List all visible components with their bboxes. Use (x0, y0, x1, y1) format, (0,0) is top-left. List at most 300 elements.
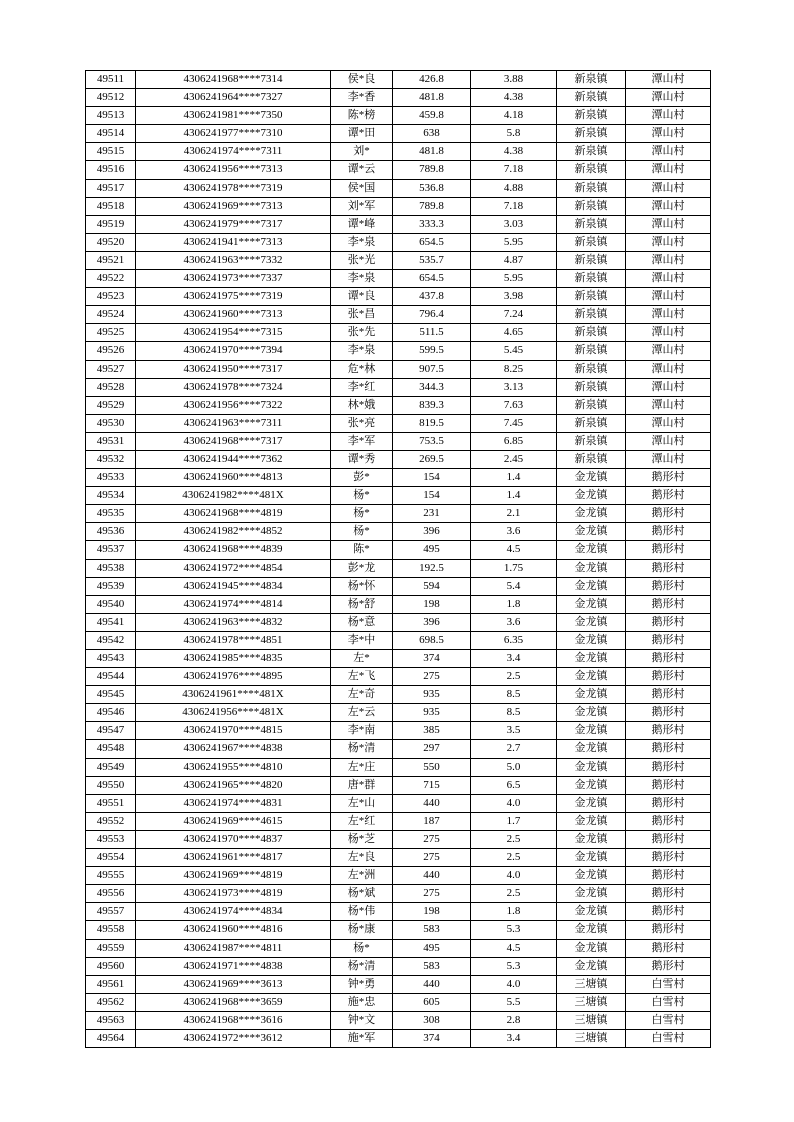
cell-town: 金龙镇 (557, 812, 626, 830)
cell-rate: 1.4 (471, 469, 557, 487)
cell-village: 潭山村 (626, 179, 711, 197)
cell-village: 潭山村 (626, 215, 711, 233)
cell-amount: 583 (393, 921, 471, 939)
table-row (86, 378, 711, 396)
cell-town: 金龙镇 (557, 740, 626, 758)
cell-village: 潭山村 (626, 432, 711, 450)
cell-rate: 3.13 (471, 378, 557, 396)
cell-amount: 789.8 (393, 161, 471, 179)
table-row (86, 704, 711, 722)
table-row (86, 270, 711, 288)
cell-name: 杨*舒 (331, 595, 393, 613)
cell-rate: 4.0 (471, 975, 557, 993)
cell-amount: 275 (393, 849, 471, 867)
cell-amount: 333.3 (393, 215, 471, 233)
cell-rate: 2.5 (471, 885, 557, 903)
cell-name: 左*洲 (331, 867, 393, 885)
cell-rate: 2.8 (471, 1011, 557, 1029)
cell-seq: 49531 (86, 432, 136, 450)
cell-seq: 49549 (86, 758, 136, 776)
cell-id-number: 4306241969****3613 (136, 975, 331, 993)
cell-name: 林*娥 (331, 396, 393, 414)
cell-rate: 3.98 (471, 288, 557, 306)
cell-seq: 49528 (86, 378, 136, 396)
cell-name: 杨*芝 (331, 830, 393, 848)
table-row (86, 740, 711, 758)
cell-rate: 7.45 (471, 414, 557, 432)
table-row (86, 161, 711, 179)
cell-amount: 374 (393, 650, 471, 668)
cell-town: 新泉镇 (557, 161, 626, 179)
cell-name: 刘* (331, 143, 393, 161)
cell-seq: 49556 (86, 885, 136, 903)
cell-town: 金龙镇 (557, 957, 626, 975)
cell-rate: 3.6 (471, 613, 557, 631)
cell-id-number: 4306241955****4810 (136, 758, 331, 776)
cell-amount: 437.8 (393, 288, 471, 306)
table-row (86, 830, 711, 848)
cell-id-number: 4306241972****3612 (136, 1029, 331, 1047)
cell-id-number: 4306241961****481X (136, 686, 331, 704)
cell-rate: 5.4 (471, 577, 557, 595)
cell-town: 新泉镇 (557, 342, 626, 360)
cell-village: 潭山村 (626, 378, 711, 396)
table-row (86, 903, 711, 921)
cell-amount: 198 (393, 595, 471, 613)
cell-amount: 935 (393, 686, 471, 704)
cell-name: 杨* (331, 487, 393, 505)
cell-amount: 187 (393, 812, 471, 830)
cell-village: 潭山村 (626, 233, 711, 251)
cell-amount: 440 (393, 975, 471, 993)
cell-amount: 789.8 (393, 197, 471, 215)
table-row (86, 921, 711, 939)
cell-seq: 49560 (86, 957, 136, 975)
cell-amount: 654.5 (393, 270, 471, 288)
cell-rate: 4.0 (471, 867, 557, 885)
cell-id-number: 4306241950****7317 (136, 360, 331, 378)
cell-name: 左*红 (331, 812, 393, 830)
cell-name: 李*红 (331, 378, 393, 396)
table-row (86, 885, 711, 903)
cell-name: 李*南 (331, 722, 393, 740)
cell-name: 李*军 (331, 432, 393, 450)
cell-village: 潭山村 (626, 251, 711, 269)
cell-village: 潭山村 (626, 396, 711, 414)
cell-town: 金龙镇 (557, 577, 626, 595)
cell-name: 李*泉 (331, 270, 393, 288)
table-row (86, 179, 711, 197)
cell-rate: 1.75 (471, 559, 557, 577)
cell-seq: 49519 (86, 215, 136, 233)
cell-village: 潭山村 (626, 89, 711, 107)
cell-id-number: 4306241981****7350 (136, 107, 331, 125)
subsidy-table (85, 70, 711, 1048)
cell-seq: 49534 (86, 487, 136, 505)
cell-id-number: 4306241956****7322 (136, 396, 331, 414)
cell-town: 新泉镇 (557, 215, 626, 233)
cell-village: 潭山村 (626, 125, 711, 143)
cell-name: 施*军 (331, 1029, 393, 1047)
cell-town: 三塘镇 (557, 993, 626, 1011)
table-row (86, 288, 711, 306)
cell-rate: 3.4 (471, 650, 557, 668)
cell-rate: 4.87 (471, 251, 557, 269)
cell-seq: 49550 (86, 776, 136, 794)
cell-seq: 49533 (86, 469, 136, 487)
cell-amount: 192.5 (393, 559, 471, 577)
cell-id-number: 4306241975****7319 (136, 288, 331, 306)
cell-id-number: 4306241963****7332 (136, 251, 331, 269)
cell-village: 鹅形村 (626, 903, 711, 921)
table-row (86, 595, 711, 613)
cell-rate: 5.95 (471, 233, 557, 251)
cell-village: 鹅形村 (626, 776, 711, 794)
cell-seq: 49562 (86, 993, 136, 1011)
cell-seq: 49559 (86, 939, 136, 957)
cell-seq: 49512 (86, 89, 136, 107)
cell-amount: 698.5 (393, 631, 471, 649)
cell-village: 白雪村 (626, 975, 711, 993)
cell-id-number: 4306241954****7315 (136, 324, 331, 342)
cell-amount: 907.5 (393, 360, 471, 378)
cell-village: 潭山村 (626, 288, 711, 306)
cell-town: 金龙镇 (557, 631, 626, 649)
cell-seq: 49515 (86, 143, 136, 161)
cell-amount: 440 (393, 794, 471, 812)
cell-rate: 4.88 (471, 179, 557, 197)
cell-village: 白雪村 (626, 993, 711, 1011)
cell-name: 陈* (331, 541, 393, 559)
cell-rate: 7.18 (471, 161, 557, 179)
cell-name: 左*云 (331, 704, 393, 722)
cell-rate: 8.5 (471, 704, 557, 722)
cell-amount: 536.8 (393, 179, 471, 197)
cell-rate: 3.03 (471, 215, 557, 233)
cell-seq: 49518 (86, 197, 136, 215)
cell-id-number: 4306241968****4839 (136, 541, 331, 559)
cell-amount: 440 (393, 867, 471, 885)
cell-seq: 49539 (86, 577, 136, 595)
cell-name: 杨* (331, 523, 393, 541)
table-row (86, 867, 711, 885)
cell-seq: 49536 (86, 523, 136, 541)
cell-seq: 49557 (86, 903, 136, 921)
cell-town: 金龙镇 (557, 559, 626, 577)
cell-name: 李*香 (331, 89, 393, 107)
cell-town: 新泉镇 (557, 251, 626, 269)
cell-id-number: 4306241968****7317 (136, 432, 331, 450)
table-row (86, 324, 711, 342)
cell-amount: 426.8 (393, 71, 471, 89)
cell-id-number: 4306241941****7313 (136, 233, 331, 251)
cell-amount: 819.5 (393, 414, 471, 432)
cell-seq: 49543 (86, 650, 136, 668)
cell-seq: 49561 (86, 975, 136, 993)
table-row (86, 613, 711, 631)
cell-town: 金龙镇 (557, 613, 626, 631)
cell-town: 金龙镇 (557, 794, 626, 812)
cell-village: 鹅形村 (626, 559, 711, 577)
cell-id-number: 4306241970****7394 (136, 342, 331, 360)
cell-village: 潭山村 (626, 143, 711, 161)
cell-id-number: 4306241960****7313 (136, 306, 331, 324)
cell-rate: 2.5 (471, 849, 557, 867)
cell-amount: 715 (393, 776, 471, 794)
cell-name: 左*飞 (331, 668, 393, 686)
cell-seq: 49558 (86, 921, 136, 939)
cell-amount: 269.5 (393, 450, 471, 468)
cell-id-number: 4306241960****4816 (136, 921, 331, 939)
cell-village: 鹅形村 (626, 921, 711, 939)
cell-id-number: 4306241977****7310 (136, 125, 331, 143)
cell-id-number: 4306241978****7324 (136, 378, 331, 396)
cell-name: 杨*康 (331, 921, 393, 939)
cell-rate: 3.88 (471, 71, 557, 89)
cell-id-number: 4306241963****4832 (136, 613, 331, 631)
cell-village: 潭山村 (626, 360, 711, 378)
cell-id-number: 4306241978****4851 (136, 631, 331, 649)
table-row (86, 487, 711, 505)
cell-seq: 49525 (86, 324, 136, 342)
cell-seq: 49554 (86, 849, 136, 867)
cell-town: 金龙镇 (557, 650, 626, 668)
table-row (86, 812, 711, 830)
cell-seq: 49529 (86, 396, 136, 414)
cell-rate: 5.3 (471, 957, 557, 975)
cell-rate: 5.8 (471, 125, 557, 143)
cell-id-number: 4306241956****7313 (136, 161, 331, 179)
cell-seq: 49535 (86, 505, 136, 523)
cell-village: 潭山村 (626, 197, 711, 215)
table-row (86, 89, 711, 107)
cell-amount: 935 (393, 704, 471, 722)
cell-town: 新泉镇 (557, 396, 626, 414)
cell-amount: 374 (393, 1029, 471, 1047)
cell-name: 谭*云 (331, 161, 393, 179)
cell-rate: 8.5 (471, 686, 557, 704)
cell-id-number: 4306241967****4838 (136, 740, 331, 758)
cell-village: 鹅形村 (626, 704, 711, 722)
cell-id-number: 4306241970****4815 (136, 722, 331, 740)
cell-amount: 511.5 (393, 324, 471, 342)
table-row (86, 143, 711, 161)
cell-amount: 654.5 (393, 233, 471, 251)
cell-seq: 49552 (86, 812, 136, 830)
table-body (86, 71, 711, 1048)
cell-town: 三塘镇 (557, 1011, 626, 1029)
cell-name: 杨*斌 (331, 885, 393, 903)
cell-rate: 2.1 (471, 505, 557, 523)
cell-name: 侯*良 (331, 71, 393, 89)
cell-name: 谭*峰 (331, 215, 393, 233)
cell-rate: 2.45 (471, 450, 557, 468)
cell-rate: 8.25 (471, 360, 557, 378)
cell-id-number: 4306241945****4834 (136, 577, 331, 595)
cell-name: 左*良 (331, 849, 393, 867)
cell-seq: 49551 (86, 794, 136, 812)
cell-id-number: 4306241964****7327 (136, 89, 331, 107)
cell-seq: 49563 (86, 1011, 136, 1029)
table-row (86, 722, 711, 740)
cell-amount: 638 (393, 125, 471, 143)
cell-name: 左*山 (331, 794, 393, 812)
cell-rate: 1.8 (471, 903, 557, 921)
cell-rate: 5.3 (471, 921, 557, 939)
cell-rate: 5.95 (471, 270, 557, 288)
cell-village: 鹅形村 (626, 830, 711, 848)
cell-village: 鹅形村 (626, 758, 711, 776)
table-row (86, 251, 711, 269)
cell-id-number: 4306241987****4811 (136, 939, 331, 957)
table-row (86, 1029, 711, 1047)
cell-amount: 396 (393, 613, 471, 631)
cell-town: 新泉镇 (557, 288, 626, 306)
table-row (86, 505, 711, 523)
cell-town: 金龙镇 (557, 903, 626, 921)
table-row (86, 71, 711, 89)
cell-seq: 49537 (86, 541, 136, 559)
cell-town: 金龙镇 (557, 487, 626, 505)
cell-seq: 49555 (86, 867, 136, 885)
cell-name: 李*泉 (331, 233, 393, 251)
cell-village: 鹅形村 (626, 487, 711, 505)
cell-village: 鹅形村 (626, 668, 711, 686)
cell-village: 白雪村 (626, 1029, 711, 1047)
cell-village: 鹅形村 (626, 631, 711, 649)
cell-village: 鹅形村 (626, 686, 711, 704)
cell-id-number: 4306241968****4819 (136, 505, 331, 523)
cell-name: 张*先 (331, 324, 393, 342)
cell-id-number: 4306241973****4819 (136, 885, 331, 903)
cell-town: 新泉镇 (557, 450, 626, 468)
cell-id-number: 4306241968****7314 (136, 71, 331, 89)
cell-seq: 49540 (86, 595, 136, 613)
cell-name: 左* (331, 650, 393, 668)
cell-seq: 49513 (86, 107, 136, 125)
cell-village: 潭山村 (626, 107, 711, 125)
cell-village: 潭山村 (626, 324, 711, 342)
cell-village: 鹅形村 (626, 650, 711, 668)
cell-seq: 49564 (86, 1029, 136, 1047)
cell-village: 潭山村 (626, 161, 711, 179)
cell-town: 新泉镇 (557, 143, 626, 161)
cell-amount: 198 (393, 903, 471, 921)
table-row (86, 306, 711, 324)
cell-amount: 385 (393, 722, 471, 740)
table-row (86, 631, 711, 649)
cell-rate: 4.0 (471, 794, 557, 812)
cell-amount: 535.7 (393, 251, 471, 269)
cell-seq: 49527 (86, 360, 136, 378)
table-row (86, 414, 711, 432)
cell-id-number: 4306241944****7362 (136, 450, 331, 468)
cell-town: 三塘镇 (557, 1029, 626, 1047)
table-row (86, 668, 711, 686)
cell-village: 鹅形村 (626, 849, 711, 867)
cell-rate: 4.65 (471, 324, 557, 342)
cell-name: 侯*国 (331, 179, 393, 197)
cell-amount: 839.3 (393, 396, 471, 414)
table-row (86, 450, 711, 468)
cell-amount: 583 (393, 957, 471, 975)
table-row (86, 197, 711, 215)
cell-town: 新泉镇 (557, 414, 626, 432)
cell-village: 鹅形村 (626, 541, 711, 559)
cell-name: 杨*清 (331, 740, 393, 758)
table-row (86, 776, 711, 794)
table-row (86, 993, 711, 1011)
table-row (86, 957, 711, 975)
cell-name: 彭* (331, 469, 393, 487)
table-row (86, 396, 711, 414)
cell-name: 杨*清 (331, 957, 393, 975)
cell-id-number: 4306241974****7311 (136, 143, 331, 161)
cell-seq: 49522 (86, 270, 136, 288)
cell-id-number: 4306241976****4895 (136, 668, 331, 686)
cell-seq: 49542 (86, 631, 136, 649)
table-row (86, 233, 711, 251)
cell-rate: 5.0 (471, 758, 557, 776)
cell-id-number: 4306241974****4814 (136, 595, 331, 613)
cell-rate: 2.5 (471, 830, 557, 848)
cell-village: 潭山村 (626, 306, 711, 324)
cell-seq: 49553 (86, 830, 136, 848)
cell-amount: 154 (393, 469, 471, 487)
cell-town: 新泉镇 (557, 324, 626, 342)
cell-town: 金龙镇 (557, 668, 626, 686)
cell-rate: 7.18 (471, 197, 557, 215)
cell-id-number: 4306241960****4813 (136, 469, 331, 487)
cell-village: 潭山村 (626, 71, 711, 89)
cell-name: 钟*文 (331, 1011, 393, 1029)
cell-name: 李*中 (331, 631, 393, 649)
cell-town: 新泉镇 (557, 179, 626, 197)
cell-amount: 396 (393, 523, 471, 541)
cell-town: 新泉镇 (557, 270, 626, 288)
cell-village: 鹅形村 (626, 939, 711, 957)
cell-village: 鹅形村 (626, 523, 711, 541)
table-row (86, 794, 711, 812)
cell-name: 谭*秀 (331, 450, 393, 468)
cell-name: 杨*意 (331, 613, 393, 631)
cell-town: 新泉镇 (557, 432, 626, 450)
cell-id-number: 4306241969****4615 (136, 812, 331, 830)
cell-rate: 7.63 (471, 396, 557, 414)
table-row (86, 107, 711, 125)
cell-seq: 49516 (86, 161, 136, 179)
cell-rate: 4.38 (471, 89, 557, 107)
cell-amount: 231 (393, 505, 471, 523)
table-row (86, 975, 711, 993)
cell-name: 杨*伟 (331, 903, 393, 921)
cell-town: 金龙镇 (557, 469, 626, 487)
cell-id-number: 4306241982****481X (136, 487, 331, 505)
table-row (86, 215, 711, 233)
cell-village: 潭山村 (626, 414, 711, 432)
cell-town: 新泉镇 (557, 89, 626, 107)
cell-id-number: 4306241971****4838 (136, 957, 331, 975)
cell-id-number: 4306241961****4817 (136, 849, 331, 867)
cell-rate: 7.24 (471, 306, 557, 324)
cell-id-number: 4306241972****4854 (136, 559, 331, 577)
cell-village: 潭山村 (626, 450, 711, 468)
cell-village: 鹅形村 (626, 722, 711, 740)
cell-town: 金龙镇 (557, 523, 626, 541)
cell-rate: 3.6 (471, 523, 557, 541)
cell-seq: 49546 (86, 704, 136, 722)
cell-rate: 1.7 (471, 812, 557, 830)
